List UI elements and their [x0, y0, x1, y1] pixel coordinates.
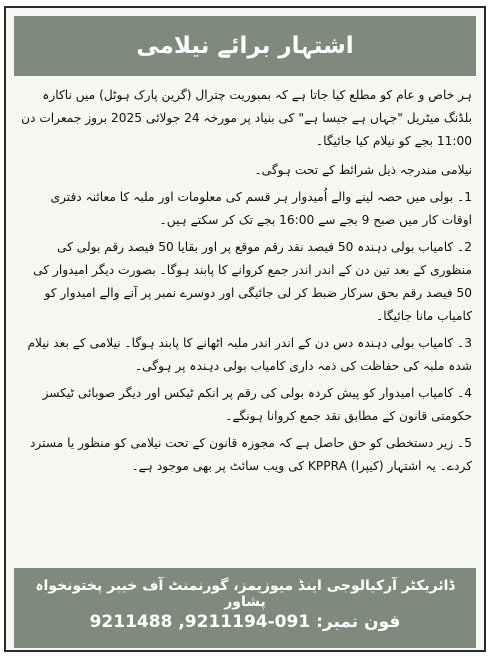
title-banner: [14, 16, 476, 76]
conditions-heading: نیلامی مندرجہ ذیل شرائط کے تحت ہوگی۔: [254, 163, 472, 177]
phone-numbers: فون نمبر: 091-9211194, 9211488: [89, 612, 401, 632]
footer-banner: [14, 568, 476, 648]
condition-item-2: 2۔ کامیاب بولی دہندہ 50 فیصد نقد رقم موقع پر اور بقایا 50 فیصد رقم بولی کی منظوری کے بعد تین دن کے اندر اندر جمع کروانے کا پابند ہوگا۔ بصورت دیگر امیدوار کی 50 فیصد رقم بحق سرکار ضبط کر لی جائیگی اور دوسرے نمبر پر آنے والے امیدوار کو کامیاب مانا جائیگا۔: [33, 240, 472, 323]
condition-item-4: 4۔ کامیاب امیدوار کو پیش کردہ بولی کی رقم پر انکم ٹیکس اور دیگر صوبائی ٹیکسز حکومتی قانون کے مطابق نقد جمع کروانا ہونگے۔: [42, 386, 472, 423]
intro-paragraph: ہر خاص و عام کو مطلع کیا جاتا ہے کہ بمبوریت چترال (گرین پارک ہوٹل) میں ناکارہ بلڈنگ میٹریل "جہاں ہے جیسا ہے" کی بنیاد پر مورخہ 24 جولائی 2025 بروز جمعرات دن 11:00 بجے کو نیلام کیا جائیگا۔: [21, 88, 472, 148]
condition-item-5: 5۔ زیر دستخطی کو حق حاصل ہے کہ مجوزہ قانون کے تحت نیلامی کو منظور یا مسترد کردے۔ یہ اشتہار (کیپرا) KPPRA کی ویب سائٹ پر بھی موجود ہے۔: [30, 436, 472, 473]
notice-title: اشتہار برائے نیلامی: [136, 33, 354, 59]
auction-notice: [4, 6, 486, 652]
issuing-office: ڈائریکٹر آرکیالوجی اینڈ میوزیمز، گورنمنٹ آف خیبر پختونخواہ پشاور: [35, 578, 455, 610]
condition-item-3: 3۔ کامیاب بولی دہندہ دس دن کے اندر اندر ملبہ اٹھانے کا پابند ہوگا۔ نیلامی کے بعد نیلام شدہ ملبہ کی حفاظت کی ذمہ داری کامیاب بولی دہندہ پر ہوگی۔: [27, 336, 472, 373]
condition-item-1: 1۔ بولی میں حصہ لینے والے اُمیدوار ہر قسم کی معلومات اور ملبہ کا معائنہ دفتری اوقات کار میں صبح 9 بجے سے 16:00 بجے تک کر سکتے ہیں۔: [50, 190, 472, 227]
notice-body: [14, 82, 476, 560]
